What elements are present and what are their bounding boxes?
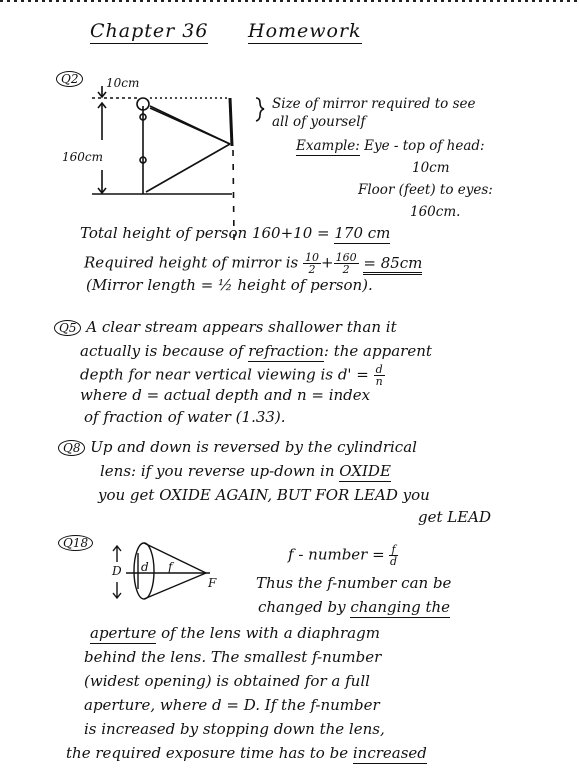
q2-note-line1: Size of mirror required to see bbox=[272, 96, 476, 112]
q18-line8-pre: the required exposure time has to be bbox=[66, 744, 349, 762]
q2-frac2-num: 160 bbox=[335, 251, 357, 264]
q2-example-line2: 10cm bbox=[412, 160, 450, 176]
q2-required-text: Required height of mirror is bbox=[84, 253, 299, 272]
q18-frac bbox=[389, 544, 397, 567]
q18-label-wrap bbox=[58, 532, 93, 551]
q5-label: Q5 bbox=[54, 320, 81, 336]
q18-line3 bbox=[90, 624, 380, 642]
q5-line5: of fraction of water (1.33). bbox=[84, 408, 286, 426]
q2-frac1-den: 2 bbox=[308, 263, 316, 276]
q2-required-frac1 bbox=[303, 252, 321, 275]
q8-line2-key: OXIDE bbox=[339, 462, 391, 480]
q18-line7: is increased by stopping down the lens, bbox=[84, 720, 385, 738]
q2-frac1-num: 10 bbox=[305, 251, 319, 264]
q2-example-line4: 160cm. bbox=[410, 204, 461, 220]
q18-line3-key: aperture bbox=[90, 624, 157, 642]
q2-example-label: Example: bbox=[296, 138, 360, 154]
q2-frac2-den: 2 bbox=[342, 263, 350, 276]
q5-line2 bbox=[80, 342, 432, 360]
q5-frac-num: d bbox=[375, 363, 383, 376]
q5-line2-key: refraction bbox=[248, 342, 324, 360]
q2-height-label: 160cm bbox=[62, 150, 104, 164]
q8-line1-text: Up and down is reversed by the cylindrical bbox=[90, 438, 417, 456]
q8-line2 bbox=[100, 462, 391, 480]
q2-total-text: Total height of person 160+10 = bbox=[80, 224, 330, 242]
q18-line8 bbox=[66, 744, 427, 762]
q5-line3 bbox=[80, 364, 385, 387]
q2-label-wrap bbox=[56, 68, 83, 87]
q18-fnum-label: f - number = bbox=[288, 545, 385, 564]
lens-diagram bbox=[113, 543, 210, 599]
q5-line3-pre: depth for near vertical viewing is d' = bbox=[80, 365, 369, 384]
q18-line2-pre: changed by bbox=[258, 598, 346, 616]
q18-frac-den: d bbox=[389, 555, 398, 568]
q8-label: Q8 bbox=[58, 440, 85, 456]
q18-line4: behind the lens. The smallest f-number bbox=[84, 648, 382, 666]
q18-f-label: f bbox=[168, 560, 173, 574]
q5-line1-text: A clear stream appears shallower than it bbox=[86, 318, 397, 336]
q18-line5: (widest opening) is obtained for a full bbox=[84, 672, 370, 690]
chapter-label: Chapter 36 bbox=[90, 20, 209, 42]
q8-line4: get LEAD bbox=[418, 508, 492, 526]
q5-line4: where d = actual depth and n = index bbox=[80, 386, 371, 404]
q2-required-value: = 85cm bbox=[363, 254, 422, 275]
q2-example-line1: Eye - top of head: bbox=[364, 138, 485, 154]
q5-line1 bbox=[54, 318, 397, 336]
q5-frac-den: n bbox=[375, 375, 383, 388]
q18-frac-num: f bbox=[391, 543, 396, 556]
q2-label: Q2 bbox=[56, 71, 83, 87]
q18-line1: Thus the f-number can be bbox=[256, 574, 452, 592]
q2-top-gap-label: 10cm bbox=[106, 76, 140, 90]
q18-D-label: D bbox=[112, 564, 122, 578]
q5-line2-post: : the apparent bbox=[323, 342, 432, 360]
q18-line8-key: increased bbox=[352, 744, 427, 762]
q18-label: Q18 bbox=[58, 535, 93, 551]
q18-fnum bbox=[288, 544, 398, 567]
q18-line6: aperture, where d = D. If the f-number bbox=[84, 696, 380, 714]
q18-line3-post: of the lens with a diaphragm bbox=[161, 624, 380, 642]
q2-total-value: 170 cm bbox=[334, 224, 391, 242]
q8-line1 bbox=[58, 438, 417, 456]
q8-line2-pre: lens: if you reverse up-down in bbox=[100, 462, 335, 480]
q5-frac bbox=[374, 364, 385, 387]
q18-line2 bbox=[258, 598, 450, 616]
q2-example bbox=[296, 138, 485, 154]
q2-mirror-note: (Mirror length = ½ height of person). bbox=[86, 276, 373, 294]
q18-d-small: d bbox=[141, 560, 149, 574]
q2-required: Required height of mirror is $\frac{10}{2}$ + $\frac{160}{2}$ = 85cm bbox=[84, 251, 423, 276]
q5-line2-pre: actually is because of bbox=[80, 342, 244, 360]
q8-line3: you get OXIDE AGAIN, BUT FOR LEAD you bbox=[98, 486, 430, 504]
q2-total bbox=[80, 224, 390, 242]
homework-label: Homework bbox=[248, 20, 362, 42]
q18-F-label: F bbox=[208, 576, 217, 590]
q2-required-frac2 bbox=[334, 252, 359, 275]
q18-line2-key: changing the bbox=[350, 598, 451, 616]
mirror-diagram bbox=[92, 86, 264, 240]
q2-note-line2: all of yourself bbox=[272, 114, 366, 130]
q2-example-line3: Floor (feet) to eyes: bbox=[358, 182, 493, 198]
